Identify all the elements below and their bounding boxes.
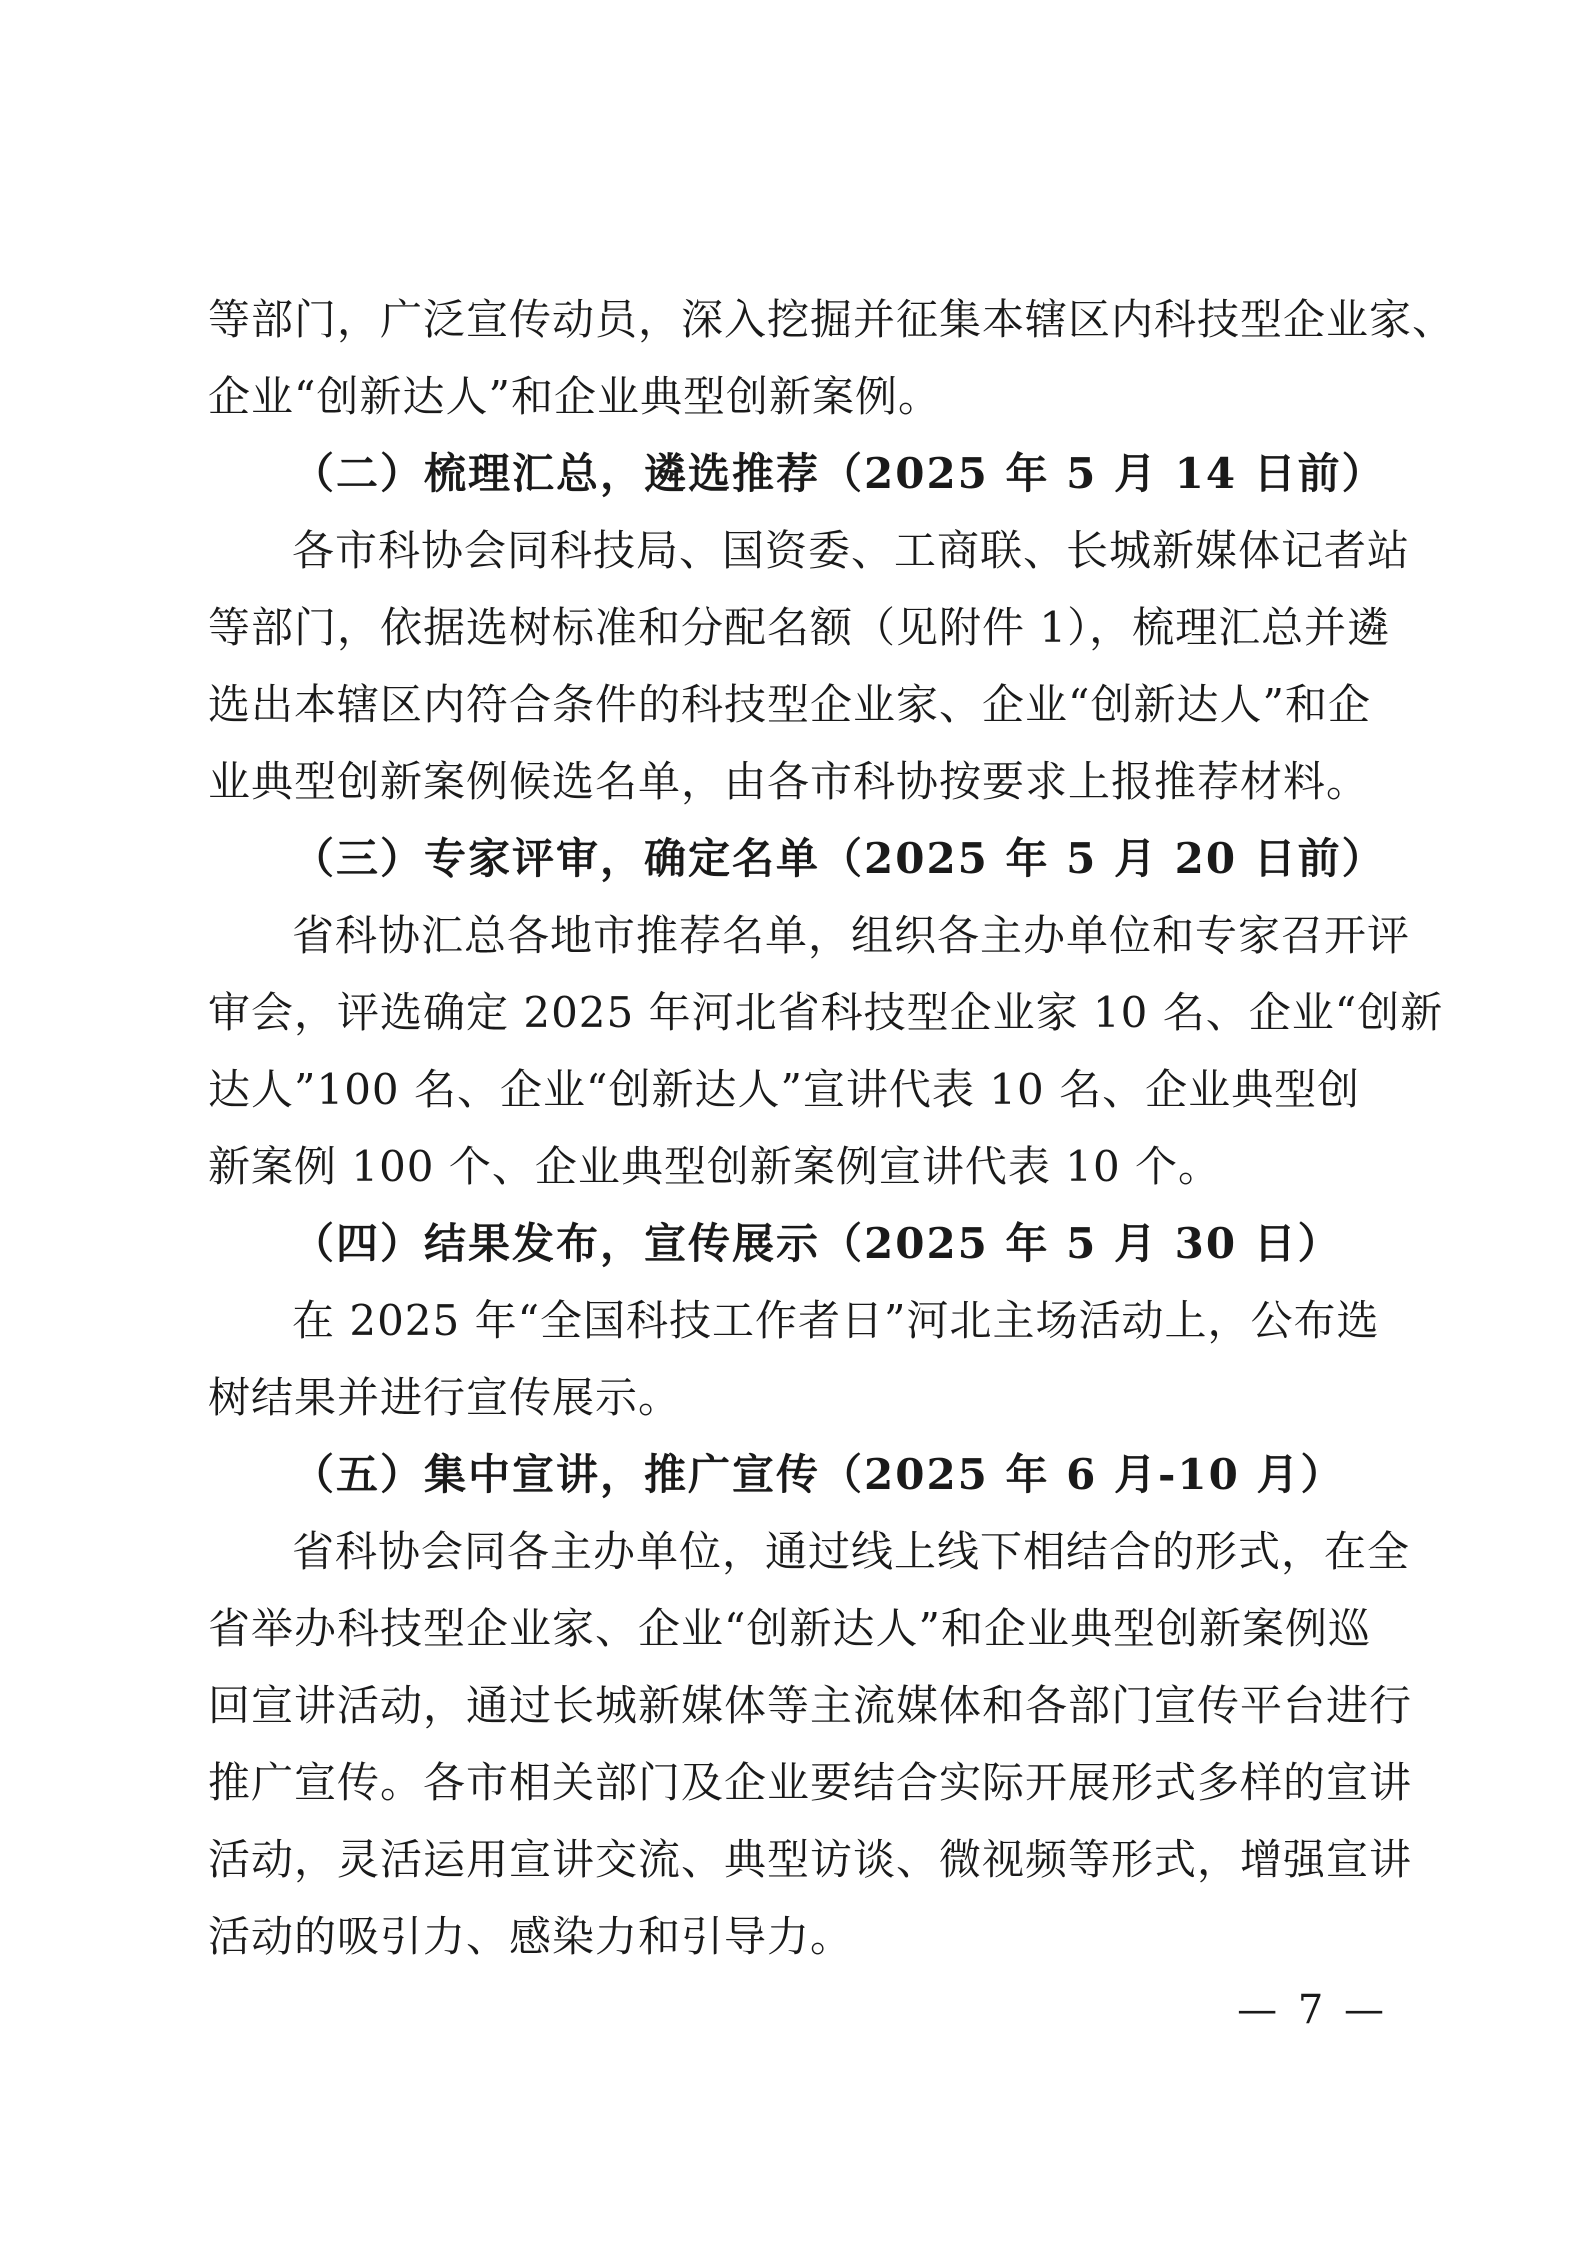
paragraph-start-line: 在 2025 年“全国科技工作者日”河北主场活动上，公布选 xyxy=(292,1296,1380,1345)
paragraph-start-line: 省科协会同各主办单位，通过线上线下相结合的形式，在全 xyxy=(292,1527,1411,1576)
body-line: 回宣讲活动，通过长城新媒体等主流媒体和各部门宣传平台进行 xyxy=(208,1681,1413,1730)
body-line: 省举办科技型企业家、企业“创新达人”和企业典型创新案例巡 xyxy=(208,1604,1371,1653)
body-line: 等部门，广泛宣传动员，深入挖掘并征集本辖区内科技型企业家、 xyxy=(208,295,1456,344)
body-line: 审会，评选确定 2025 年河北省科技型企业家 10 名、企业“创新 xyxy=(208,988,1444,1037)
page-number: — 7 — xyxy=(1237,1987,1388,2033)
section-heading-4: （四）结果发布，宣传展示（2025 年 5 月 30 日） xyxy=(292,1219,1342,1268)
body-line: 业典型创新案例候选名单，由各市科协按要求上报推荐材料。 xyxy=(208,757,1370,806)
body-line: 活动的吸引力、感染力和引导力。 xyxy=(208,1912,854,1961)
section-heading-5: （五）集中宣讲，推广宣传（2025 年 6 月-10 月） xyxy=(292,1450,1345,1499)
paragraph-start-line: 各市科协会同科技局、国资委、工商联、长城新媒体记者站 xyxy=(292,526,1411,575)
body-line: 选出本辖区内符合条件的科技型企业家、企业“创新达人”和企 xyxy=(208,680,1371,729)
section-heading-3: （三）专家评审，确定名单（2025 年 5 月 20 日前） xyxy=(292,834,1386,883)
body-line: 达人”100 名、企业“创新达人”宣讲代表 10 名、企业典型创 xyxy=(208,1065,1361,1114)
body-line: 推广宣传。各市相关部门及企业要结合实际开展形式多样的宣讲 xyxy=(208,1758,1413,1807)
paragraph-start-line: 省科协汇总各地市推荐名单，组织各主办单位和专家召开评 xyxy=(292,911,1411,960)
body-line: 新案例 100 个、企业典型创新案例宣讲代表 10 个。 xyxy=(208,1142,1222,1191)
section-heading-2: （二）梳理汇总，遴选推荐（2025 年 5 月 14 日前） xyxy=(292,449,1386,498)
body-line: 等部门，依据选树标准和分配名额（见附件 1），梳理汇总并遴 xyxy=(208,603,1391,652)
body-line: 树结果并进行宣传展示。 xyxy=(208,1373,682,1422)
body-line: 企业“创新达人”和企业典型创新案例。 xyxy=(208,372,941,421)
body-line: 活动，灵活运用宣讲交流、典型访谈、微视频等形式，增强宣讲 xyxy=(208,1835,1413,1884)
